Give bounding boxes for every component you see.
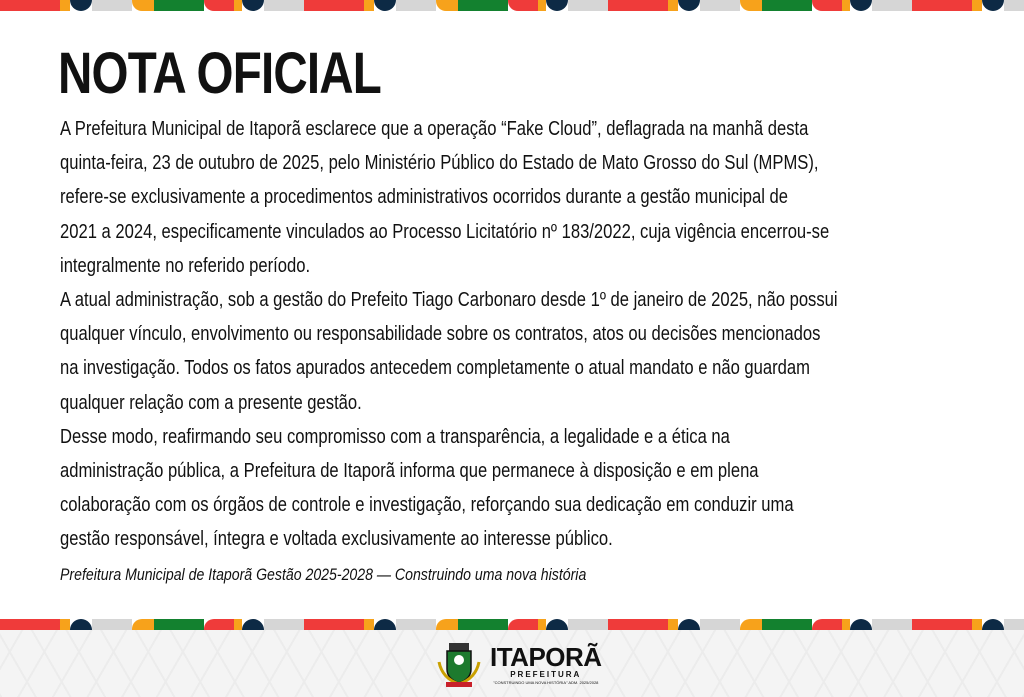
logo-sub: PREFEITURA — [510, 670, 582, 679]
strip-segment — [374, 0, 396, 11]
strip-segment — [850, 619, 872, 630]
strip-segment — [546, 0, 568, 11]
strip-segment — [982, 0, 1004, 11]
strip-segment — [396, 619, 436, 630]
strip-segment — [972, 0, 982, 11]
strip-segment — [132, 0, 154, 11]
strip-segment — [872, 0, 912, 11]
strip-segment — [242, 0, 264, 11]
strip-segment — [850, 0, 872, 11]
body-line: Desse modo, reafirmando seu compromisso com a transparência, a legalidade e a ética na — [60, 425, 730, 448]
strip-segment — [92, 0, 132, 11]
strip-segment — [568, 619, 608, 630]
strip-segment — [872, 619, 912, 630]
body-line: 2021 a 2024, especificamente vinculados ao Processo Licitatório nº 183/2022, cuja vigência encerrou-se — [60, 220, 830, 243]
body-line: colaboração com os órgãos de controle e investigação, reforçando sua dedicação em conduzir uma — [60, 494, 794, 517]
strip-segment — [982, 619, 1004, 630]
strip-segment — [234, 619, 242, 630]
strip-segment — [812, 619, 842, 630]
strip-segment — [678, 619, 700, 630]
strip-segment — [132, 619, 154, 630]
strip-segment — [568, 0, 608, 11]
body-line: integralmente no referido período. — [60, 254, 311, 277]
strip-segment — [538, 619, 546, 630]
strip-segment — [668, 619, 678, 630]
body-line: qualquer vínculo, envolvimento ou responsabilidade sobre os contratos, atos ou decisões mencionados — [60, 323, 821, 346]
itapora-logo — [434, 640, 602, 690]
strip-segment — [508, 619, 538, 630]
strip-segment — [204, 619, 234, 630]
strip-segment — [740, 0, 762, 11]
strip-segment — [154, 619, 204, 630]
decorative-bottom-strip — [0, 619, 1024, 630]
strip-segment — [508, 0, 538, 11]
strip-segment — [374, 619, 396, 630]
strip-segment — [304, 619, 364, 630]
strip-segment — [436, 0, 458, 11]
strip-segment — [364, 619, 374, 630]
strip-segment — [740, 619, 762, 630]
decorative-top-strip — [0, 0, 1024, 11]
body-line: A Prefeitura Municipal de Itaporã esclarece que a operação “Fake Cloud”, deflagrada na manhã desta — [60, 118, 809, 140]
strip-segment — [396, 0, 436, 11]
strip-segment — [242, 619, 264, 630]
strip-segment — [842, 0, 850, 11]
strip-segment — [700, 0, 740, 11]
strip-segment — [458, 619, 508, 630]
strip-segment — [0, 0, 60, 11]
body-line: quinta-feira, 23 de outubro de 2025, pelo Ministério Público do Estado de Mato Grosso do Sul (MPMS), — [60, 152, 819, 175]
body-line: qualquer relação com a presente gestão. — [60, 391, 362, 414]
strip-segment — [436, 619, 458, 630]
strip-segment — [668, 0, 678, 11]
strip-segment — [0, 619, 60, 630]
logo-tagline: "CONSTRUINDO UMA NOVA HISTÓRIA" ADM. 2025/2028 — [493, 680, 599, 685]
body-line: gestão responsável, íntegra e voltada exclusivamente ao interesse público. — [60, 528, 613, 551]
strip-segment — [234, 0, 242, 11]
strip-segment — [304, 0, 364, 11]
strip-segment — [458, 0, 508, 11]
body-line: administração pública, a Prefeitura de Itaporã informa que permanece à disposição e em plena — [60, 459, 759, 482]
body-line: refere-se exclusivamente a procedimentos administrativos ocorridos durante a gestão municipal de — [60, 186, 789, 209]
strip-segment — [70, 619, 92, 630]
strip-segment — [912, 619, 972, 630]
body-line: na investigação. Todos os fatos apurados antecedem completamente o atual mandato e não guardam — [60, 357, 810, 380]
strip-segment — [60, 619, 70, 630]
strip-segment — [678, 0, 700, 11]
signature: Prefeitura Municipal de Itaporã Gestão 2025-2028 — Construindo uma nova história — [60, 565, 587, 585]
coat-of-arms-icon — [434, 640, 484, 690]
strip-segment — [842, 619, 850, 630]
strip-segment — [546, 619, 568, 630]
strip-segment — [154, 0, 204, 11]
strip-segment — [364, 0, 374, 11]
strip-segment — [1004, 0, 1024, 11]
strip-segment — [762, 0, 812, 11]
strip-segment — [1004, 619, 1024, 630]
strip-segment — [264, 0, 304, 11]
strip-segment — [972, 619, 982, 630]
strip-segment — [264, 619, 304, 630]
strip-segment — [762, 619, 812, 630]
logo-name: ITAPORÃ — [490, 642, 602, 672]
page-title: NOTA OFICIAL — [58, 41, 382, 106]
body-line: A atual administração, sob a gestão do Prefeito Tiago Carbonaro desde 1º de janeiro de 2025, não possui — [60, 288, 838, 311]
strip-segment — [204, 0, 234, 11]
strip-segment — [812, 0, 842, 11]
strip-segment — [608, 619, 668, 630]
strip-segment — [700, 619, 740, 630]
note-body — [60, 112, 997, 593]
strip-segment — [60, 0, 70, 11]
strip-segment — [92, 619, 132, 630]
strip-segment — [538, 0, 546, 11]
strip-segment — [608, 0, 668, 11]
strip-segment — [912, 0, 972, 11]
strip-segment — [70, 0, 92, 11]
